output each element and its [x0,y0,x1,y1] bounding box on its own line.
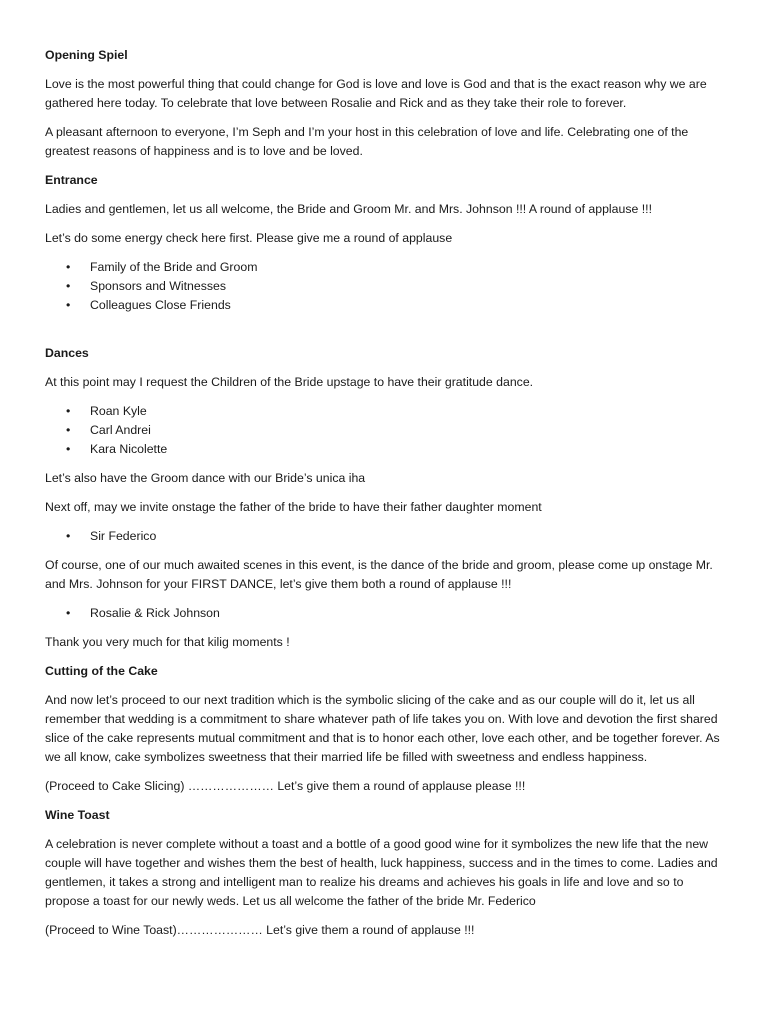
bullet-list-couple [45,604,730,623]
paragraph: Let’s do some energy check here first. Please give me a round of applause [45,231,453,245]
list-item-text: Roan Kyle [90,404,147,418]
bullet-list-entrance [45,258,730,315]
heading-wine-toast: Wine Toast [45,808,110,822]
bullet-icon: • [66,298,71,312]
list-item [45,527,730,546]
bullet-icon: • [66,606,71,620]
paragraph: Ladies and gentlemen, let us all welcome, the Bride and Groom Mr. and Mrs. Johnson !!! A round of applause !!! [45,202,652,216]
list-item-text: Rosalie & Rick Johnson [90,606,220,620]
paragraph: Love is the most powerful thing that could change for God is love and love is God and that is the exact reason why we are gathered here today. To celebrate that love between Rosalie and Rick and as they take their role to forever. [45,77,707,110]
paragraph: (Proceed to Cake Slicing) ………………… Let’s give them a round of applause please !!! [45,779,526,793]
bullet-icon: • [66,442,71,456]
paragraph: A celebration is never complete without a toast and a bottle of a good good wine for it symbolizes the new life that the new couple will have together and wishes them the best of health, luck happiness, success and in the times to come. Ladies and gentlemen, it takes a strong and intelligent man to realize his dreams and achieves his goals in life and love and so to propose a toast for our newly weds. Let us all welcome the father of the bride Mr. Federico [45,837,718,908]
list-item-text: Carl Andrei [90,423,151,437]
bullet-icon: • [66,529,71,543]
paragraph: Let’s also have the Groom dance with our Bride’s unica iha [45,471,366,485]
list-item-text: Sponsors and Witnesses [90,279,227,293]
list-item-text: Family of the Bride and Groom [90,260,258,274]
heading-cutting-of-the-cake: Cutting of the Cake [45,664,158,678]
paragraph: Thank you very much for that kilig moments ! [45,635,290,649]
bullet-icon: • [66,260,71,274]
paragraph: (Proceed to Wine Toast)………………… Let’s give them a round of applause !!! [45,923,475,937]
paragraph: Next off, may we invite onstage the father of the bride to have their father daughter moment [45,500,542,514]
list-item [45,402,730,421]
paragraph: At this point may I request the Children of the Bride upstage to have their gratitude dance. [45,375,534,389]
list-item-text: Sir Federico [90,529,157,543]
list-item [45,421,730,440]
list-item [45,296,730,315]
paragraph: And now let’s proceed to our next tradition which is the symbolic slicing of the cake and as our couple will do it, let us all remember that wedding is a commitment to share whatever path of life takes you on. With love and devotion the first shared slice of the cake represents mutual commitment and that is to honor each other, love each other, and be together forever. As we all know, cake symbolizes sweetness that their married life be filled with sweetness and endless happiness. [45,693,720,764]
spacer [45,325,730,344]
list-item-text: Colleagues Close Friends [90,298,231,312]
list-item [45,604,730,623]
paragraph: A pleasant afternoon to everyone, I’m Seph and I’m your host in this celebration of love and life. Celebrating one of the greatest reasons of happiness and is to love and be loved. [45,125,689,158]
list-item [45,440,730,459]
list-item [45,277,730,296]
list-item [45,258,730,277]
bullet-icon: • [66,423,71,437]
heading-dances: Dances [45,346,89,360]
heading-entrance: Entrance [45,173,98,187]
bullet-list-children [45,402,730,459]
bullet-list-father [45,527,730,546]
heading-opening-spiel: Opening Spiel [45,48,128,62]
list-item-text: Kara Nicolette [90,442,168,456]
bullet-icon: • [66,404,71,418]
bullet-icon: • [66,279,71,293]
paragraph: Of course, one of our much awaited scenes in this event, is the dance of the bride and groom, please come up onstage Mr. and Mrs. Johnson for your FIRST DANCE, let’s give them both a round of applause !!! [45,558,713,591]
